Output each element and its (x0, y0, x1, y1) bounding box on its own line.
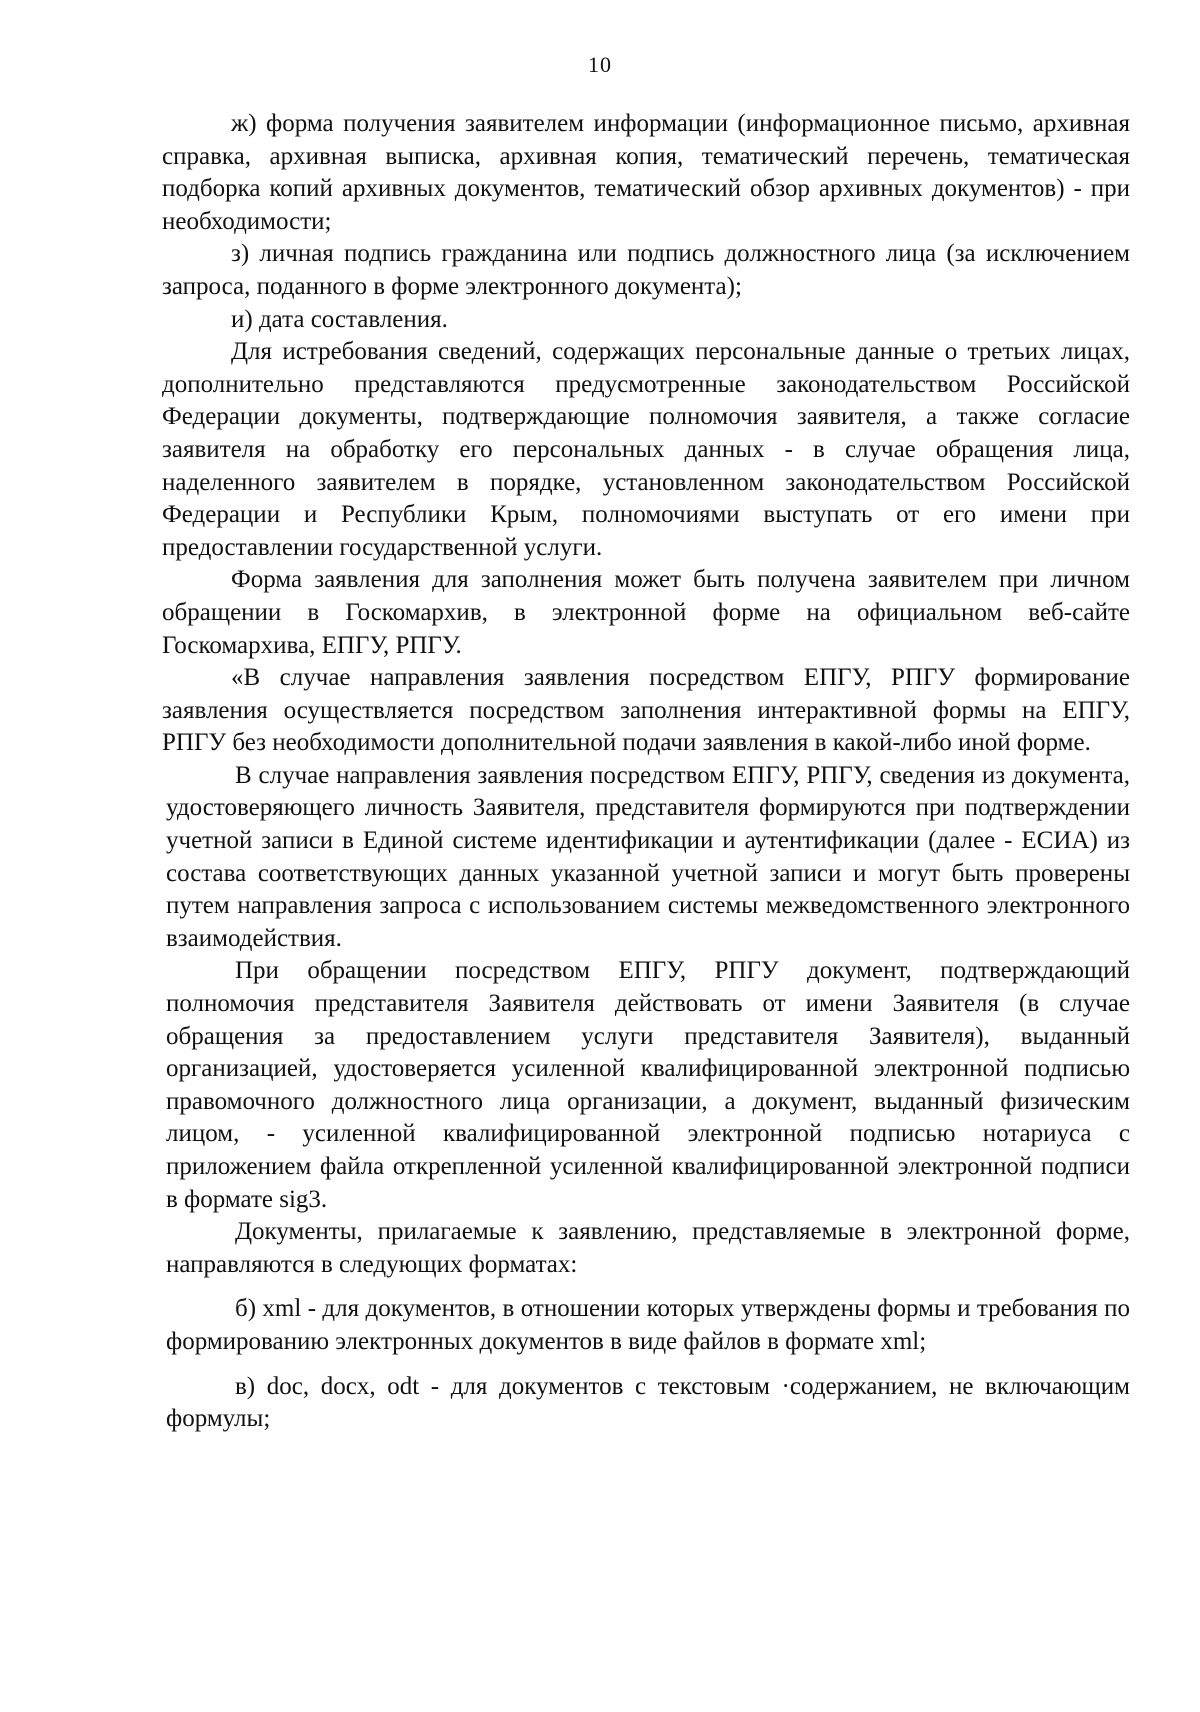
document-body (162, 108, 1130, 1436)
paragraph-z-signature: з) личная подпись гражданина или подпись должностного лица (за исключением запроса, поданного в форме электронного документа); (162, 240, 1130, 300)
page-number: 10 (588, 52, 612, 77)
paragraph-i-date: и) дата составления. (231, 305, 448, 333)
paragraph-third-party-data: Для истребования сведений, содержащих персональные данные о третьих лицах, дополнительно представляются предусмотренные законодательством Российской Федерации документы, подтверждающие полномочия заявителя, а также согласие заявителя на обработку его персональных данных - в случае обращения лица, наделенного заявителем в порядке, установленном законодательством Российской Федерации и Республики Крым, полномочиями выступать от его имени при предоставлении государственной услуги. (162, 338, 1130, 561)
paragraph-zh-request-form: ж) форма получения заявителем информации (информационное письмо, архивная справка, архивная выписка, архивная копия, тематический перечень, тематическая подборка копий архивных документов, тематический обзор архивных документов) - при необходимости; (162, 110, 1130, 235)
paragraph-representative-authority: При обращении посредством ЕПГУ, РПГУ документ, подтверждающий полномочия представителя Заявителя действовать от имени Заявителя (в случае обращения за предоставлением услуги представителя Заявителя), выданный организацией, удостоверяется усиленной квалифицированной электронной подписью правомочного должностного лица организации, а документ, выданный физическим лицом, - усиленной квалифицированной электронной подписью нотариуса с приложением файла открепленной усиленной квалифицированной электронной подписи в формате sig3. (166, 957, 1130, 1213)
paragraph-electronic-formats: Документы, прилагаемые к заявлению, представляемые в электронной форме, направляются в следующих форматах: (166, 1218, 1130, 1278)
paragraph-epgu-submission: «В случае направления заявления посредством ЕПГУ, РПГУ формирование заявления осуществляется посредством заполнения интерактивной формы на ЕПГУ, РПГУ без необходимости дополнительной подачи заявления в какой-либо иной форме. (162, 664, 1130, 757)
paragraph-application-form: Форма заявления для заполнения может быть получена заявителем при личном обращении в Госкомархив, в электронной форме на официальном веб-сайте Госкомархива, ЕПГУ, РПГУ. (162, 566, 1130, 659)
paragraph-format-xml: б) xml - для документов, в отношении которых утверждены формы и требования по формированию электронных документов в виде файлов в формате xml; (166, 1295, 1130, 1355)
paragraph-esia-identity: В случае направления заявления посредством ЕПГУ, РПГУ, сведения из документа, удостоверяющего личность Заявителя, представителя формируются при подтверждении учетной записи в Единой системе идентификации и аутентификации (далее - ЕСИА) из состава соответствующих данных указанной учетной записи и могут быть проверены путем направления запроса с использованием системы межведомственного электронного взаимодействия. (166, 761, 1130, 952)
paragraph-format-doc: в) doc, docx, odt - для документов с текстовым ·содержанием, не включающим формулы; (166, 1372, 1130, 1433)
